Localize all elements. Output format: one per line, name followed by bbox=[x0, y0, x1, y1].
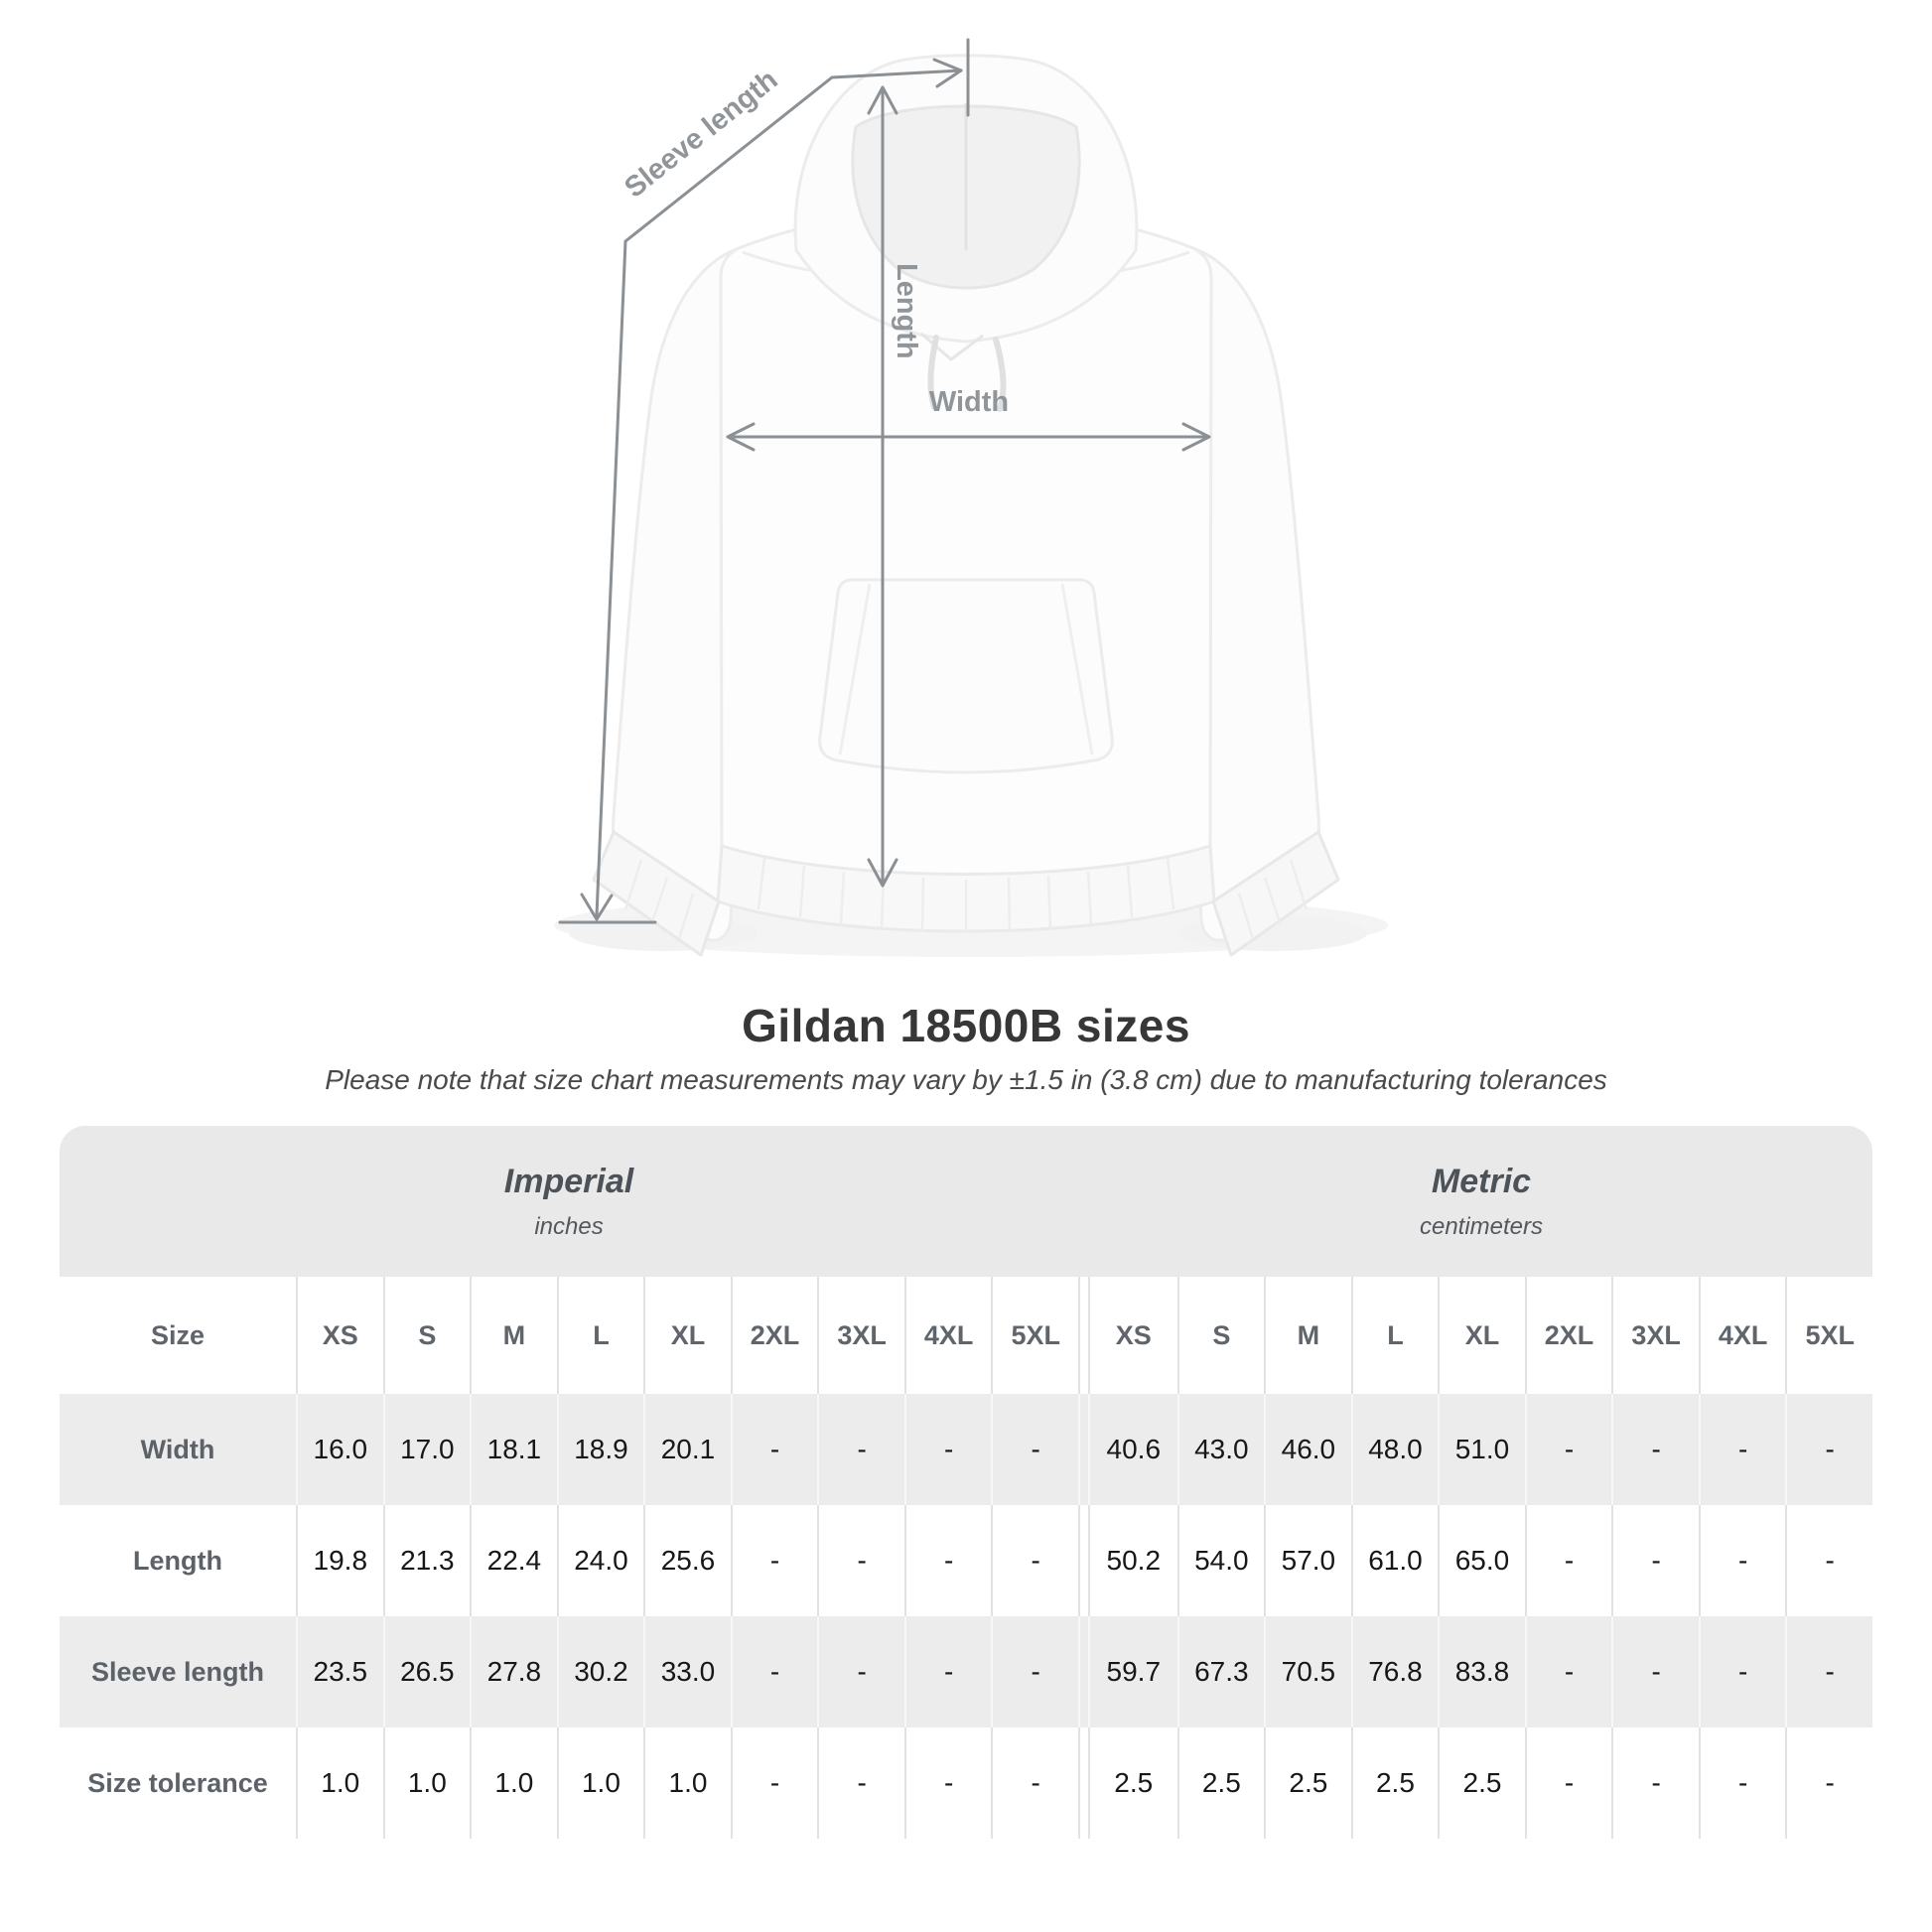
length-metric-l: 61.0 bbox=[1351, 1505, 1439, 1616]
length-imperial-4xl: - bbox=[904, 1505, 992, 1616]
hoodie-illustration bbox=[594, 56, 1338, 955]
size-tolerance-imperial-l: 1.0 bbox=[557, 1727, 644, 1839]
length-metric-m: 57.0 bbox=[1264, 1505, 1351, 1616]
width-label: Width bbox=[928, 386, 1010, 418]
width-metric-4xl: - bbox=[1699, 1394, 1786, 1505]
width-imperial-xs: 16.0 bbox=[296, 1394, 383, 1505]
length-imperial-s: 21.3 bbox=[383, 1505, 471, 1616]
sleeve-length-metric-xl: 83.8 bbox=[1438, 1616, 1525, 1727]
size-table-body bbox=[60, 1394, 1872, 1839]
size-column-header: Size bbox=[150, 1319, 206, 1350]
width-metric-xs: 40.6 bbox=[1106, 1434, 1162, 1464]
size-header-metric-4xl: 4XL bbox=[1699, 1277, 1786, 1394]
row-label-size-tolerance: Size tolerance bbox=[87, 1767, 268, 1798]
table-row-width bbox=[60, 1394, 1872, 1505]
sleeve-length-imperial-s: 26.5 bbox=[383, 1616, 471, 1727]
size-header-imperial-4xl: 4XL bbox=[904, 1277, 992, 1394]
unit-header-row bbox=[60, 1126, 1872, 1277]
sleeve-length-metric-5xl: - bbox=[1785, 1616, 1872, 1727]
unit-divider bbox=[1078, 1616, 1090, 1727]
tolerance-note: Please note that size chart measurements may vary by ±1.5 in (3.8 cm) due to manufacturing tolerances bbox=[325, 1064, 1607, 1095]
imperial-unit-header bbox=[60, 1163, 1078, 1241]
size-header-imperial-l: L bbox=[557, 1277, 644, 1394]
size-tolerance-metric-m: 2.5 bbox=[1264, 1727, 1351, 1839]
width-imperial-4xl: - bbox=[904, 1394, 992, 1505]
size-header-imperial-xs: XS bbox=[296, 1277, 383, 1394]
page-title: Gildan 18500B sizes bbox=[742, 1000, 1190, 1051]
row-label-width: Width bbox=[140, 1434, 215, 1464]
width-metric-3xl: - bbox=[1611, 1394, 1699, 1505]
metric-sublabel: centimeters bbox=[1419, 1212, 1544, 1240]
size-header-metric-3xl: 3XL bbox=[1611, 1277, 1699, 1394]
size-header-metric-s: S bbox=[1177, 1277, 1265, 1394]
width-metric-2xl: - bbox=[1525, 1394, 1612, 1505]
size-header-metric-m: M bbox=[1264, 1277, 1351, 1394]
sleeve-length-metric-4xl: - bbox=[1699, 1616, 1786, 1727]
table-row-length bbox=[60, 1505, 1872, 1616]
length-metric-3xl: - bbox=[1611, 1505, 1699, 1616]
length-metric-2xl: - bbox=[1525, 1505, 1612, 1616]
width-metric-s: 43.0 bbox=[1177, 1394, 1265, 1505]
width-imperial-s: 17.0 bbox=[383, 1394, 471, 1505]
size-header-imperial-2xl: 2XL bbox=[731, 1277, 818, 1394]
length-metric-s: 54.0 bbox=[1177, 1505, 1265, 1616]
width-imperial-xl: 20.1 bbox=[643, 1394, 731, 1505]
size-tolerance-metric-xl: 2.5 bbox=[1438, 1727, 1525, 1839]
size-tolerance-metric-2xl: - bbox=[1525, 1727, 1612, 1839]
imperial-sublabel: inches bbox=[534, 1212, 604, 1240]
sleeve-length-metric-xs: 59.7 bbox=[1106, 1656, 1162, 1687]
sleeve-length-metric-3xl: - bbox=[1611, 1616, 1699, 1727]
imperial-label: Imperial bbox=[503, 1162, 634, 1200]
sleeve-length-imperial-m: 27.8 bbox=[470, 1616, 557, 1727]
size-header-metric-l: L bbox=[1351, 1277, 1439, 1394]
size-tolerance-imperial-4xl: - bbox=[904, 1727, 992, 1839]
length-imperial-l: 24.0 bbox=[557, 1505, 644, 1616]
width-imperial-l: 18.9 bbox=[557, 1394, 644, 1505]
size-tolerance-imperial-xl: 1.0 bbox=[643, 1727, 731, 1839]
width-imperial-5xl: - bbox=[991, 1394, 1078, 1505]
row-label-length: Length bbox=[133, 1545, 222, 1576]
length-imperial-2xl: - bbox=[731, 1505, 818, 1616]
size-header-imperial-s: S bbox=[383, 1277, 471, 1394]
width-imperial-m: 18.1 bbox=[470, 1394, 557, 1505]
width-metric-5xl: - bbox=[1785, 1394, 1872, 1505]
sleeve-length-metric-2xl: - bbox=[1525, 1616, 1612, 1727]
unit-divider bbox=[1078, 1277, 1090, 1394]
size-header-metric-2xl: 2XL bbox=[1525, 1277, 1612, 1394]
width-imperial-3xl: - bbox=[817, 1394, 904, 1505]
size-tolerance-imperial-xs: 1.0 bbox=[296, 1727, 383, 1839]
width-metric-l: 48.0 bbox=[1351, 1394, 1439, 1505]
sleeve-length-imperial-5xl: - bbox=[991, 1616, 1078, 1727]
width-imperial-2xl: - bbox=[731, 1394, 818, 1505]
size-tolerance-metric-xs: 2.5 bbox=[1114, 1767, 1154, 1798]
size-tolerance-imperial-3xl: - bbox=[817, 1727, 904, 1839]
size-header-imperial-5xl: 5XL bbox=[991, 1277, 1078, 1394]
sleeve-length-metric-m: 70.5 bbox=[1264, 1616, 1351, 1727]
size-tolerance-metric-l: 2.5 bbox=[1351, 1727, 1439, 1839]
length-imperial-xl: 25.6 bbox=[643, 1505, 731, 1616]
size-header-row bbox=[60, 1277, 1872, 1394]
size-header-imperial-xl: XL bbox=[643, 1277, 731, 1394]
unit-divider bbox=[1078, 1727, 1090, 1839]
sleeve-length-imperial-3xl: - bbox=[817, 1616, 904, 1727]
size-header-metric-xl: XL bbox=[1438, 1277, 1525, 1394]
hoodie-kangaroo-pocket bbox=[820, 580, 1113, 772]
size-chart-card bbox=[60, 1126, 1872, 1839]
size-tolerance-metric-3xl: - bbox=[1611, 1727, 1699, 1839]
metric-unit-header bbox=[1090, 1163, 1872, 1241]
width-metric-m: 46.0 bbox=[1264, 1394, 1351, 1505]
unit-divider bbox=[1078, 1394, 1090, 1505]
metric-label: Metric bbox=[1431, 1162, 1532, 1200]
size-header-imperial-m: M bbox=[470, 1277, 557, 1394]
unit-divider bbox=[1078, 1505, 1090, 1616]
size-header-metric-xs: XS bbox=[1115, 1319, 1152, 1350]
sleeve-length-imperial-xl: 33.0 bbox=[643, 1616, 731, 1727]
length-metric-5xl: - bbox=[1785, 1505, 1872, 1616]
size-tolerance-imperial-m: 1.0 bbox=[470, 1727, 557, 1839]
size-tolerance-imperial-5xl: - bbox=[991, 1727, 1078, 1839]
size-tolerance-metric-4xl: - bbox=[1699, 1727, 1786, 1839]
length-imperial-5xl: - bbox=[991, 1505, 1078, 1616]
length-metric-4xl: - bbox=[1699, 1505, 1786, 1616]
length-metric-xl: 65.0 bbox=[1438, 1505, 1525, 1616]
length-label: Length bbox=[891, 263, 922, 359]
size-tolerance-metric-s: 2.5 bbox=[1177, 1727, 1265, 1839]
width-metric-xl: 51.0 bbox=[1438, 1394, 1525, 1505]
sleeve-length-imperial-xs: 23.5 bbox=[296, 1616, 383, 1727]
sleeve-length-metric-s: 67.3 bbox=[1177, 1616, 1265, 1727]
sleeve-length-imperial-2xl: - bbox=[731, 1616, 818, 1727]
size-header-imperial-3xl: 3XL bbox=[817, 1277, 904, 1394]
sleeve-length-label: Sleeve length bbox=[619, 64, 784, 205]
size-tolerance-metric-5xl: - bbox=[1785, 1727, 1872, 1839]
length-imperial-m: 22.4 bbox=[470, 1505, 557, 1616]
sleeve-length-imperial-l: 30.2 bbox=[557, 1616, 644, 1727]
sleeve-length-imperial-4xl: - bbox=[904, 1616, 992, 1727]
length-metric-xs: 50.2 bbox=[1106, 1545, 1162, 1576]
length-imperial-xs: 19.8 bbox=[296, 1505, 383, 1616]
size-tolerance-imperial-s: 1.0 bbox=[383, 1727, 471, 1839]
table-row-size-tolerance bbox=[60, 1727, 1872, 1839]
size-header-metric-5xl: 5XL bbox=[1785, 1277, 1872, 1394]
table-row-sleeve-length bbox=[60, 1616, 1872, 1727]
size-tolerance-imperial-2xl: - bbox=[731, 1727, 818, 1839]
row-label-sleeve-length: Sleeve length bbox=[90, 1656, 265, 1687]
sleeve-length-metric-l: 76.8 bbox=[1351, 1616, 1439, 1727]
length-imperial-3xl: - bbox=[817, 1505, 904, 1616]
